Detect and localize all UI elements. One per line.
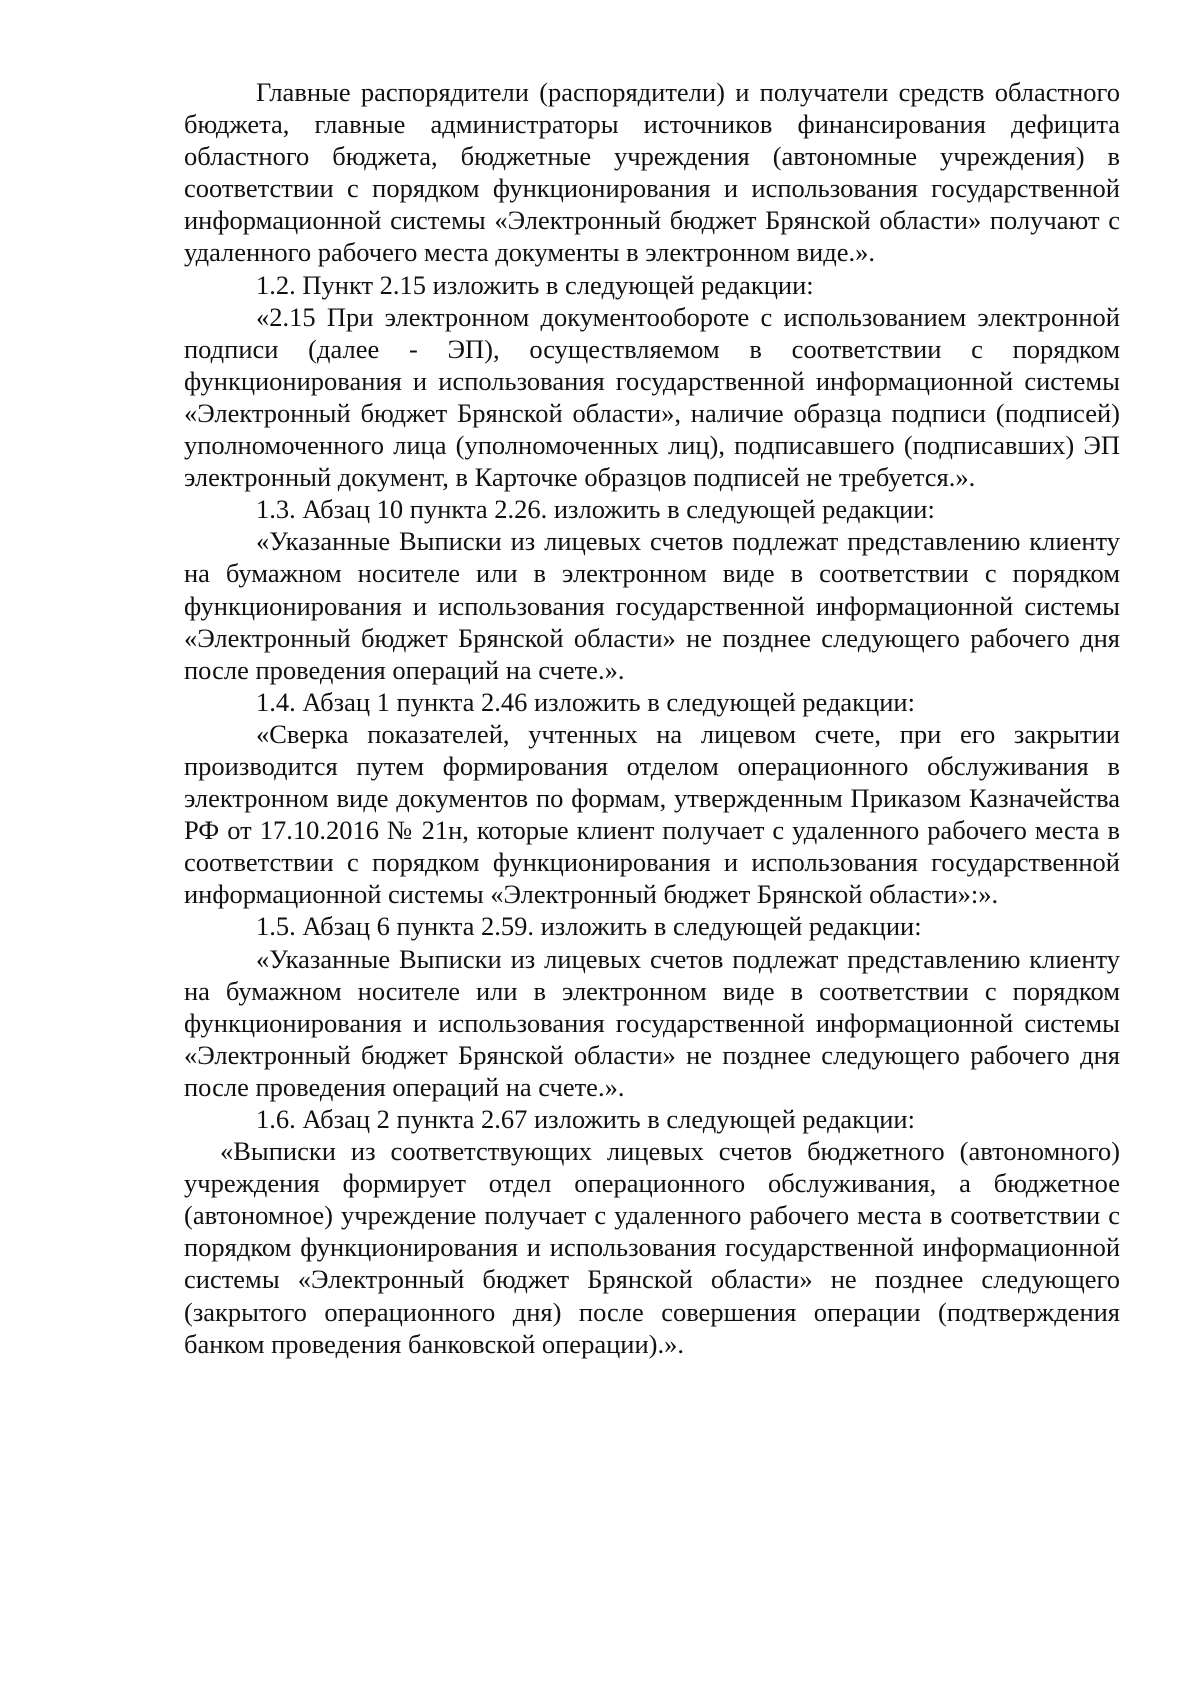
paragraph-item-1-2-heading: 1.2. Пункт 2.15 изложить в следующей редакции: xyxy=(256,269,814,300)
paragraph-item-1-5-heading: 1.5. Абзац 6 пункта 2.59. изложить в следующей редакции: xyxy=(256,911,922,942)
paragraph-item-1-3-heading: 1.3. Абзац 10 пункта 2.26. изложить в следующей редакции: xyxy=(256,494,935,525)
paragraph-item-1-6-heading: 1.6. Абзац 2 пункта 2.67 изложить в следующей редакции: xyxy=(256,1104,915,1134)
paragraph-item-1-4-heading: 1.4. Абзац 1 пункта 2.46 изложить в следующей редакции: xyxy=(256,686,915,717)
paragraph-item-2-67-text: «Выписки из соответствующих лицевых счетов бюджетного (автономного) учреждения формирует отдел операционного обслуживания, а бюджетное (автономное) учреждение получает с удаленного рабочего места в соответствии с порядком функционирования и использования государственной информационной системы «Электронный бюджет Брянской области» не позднее следующего (закрытого операционного дня) после совершения операции (подтверждения банком проведения банковской операции).». xyxy=(184,1136,1120,1359)
paragraph-item-2-46-text: «Сверка показателей, учтенных на лицевом счете, при его закрытии производится путем формирования отделом операционного обслуживания в электронном виде документов по формам, утвержденным Приказом Казначейства РФ от 17.10.2016 № 21н, которые клиент получает с удаленного рабочего места в соответствии с порядком функционирования и использования государственной информационной системы «Электронный бюджет Брянской области»:». xyxy=(184,718,1120,910)
paragraph-recipients-electronic-docs: Главные распорядители (распорядители) и получатели средств областного бюджета, главные администраторы источников финансирования дефицита областного бюджета, бюджетные учреждения (автономные учреждения) в соответствии с порядком функционирования и использования государственной информационной системы «Электронный бюджет Брянской области» получают с удаленного рабочего места документы в электронном виде.». xyxy=(184,77,1120,268)
document-body xyxy=(184,76,1120,1360)
paragraph-item-2-26-text: «Указанные Выписки из лицевых счетов подлежат представлению клиенту на бумажном носителе или в электронном виде в соответствии с порядком функционирования и использования государственной информационной системы «Электронный бюджет Брянской области» не позднее следующего рабочего дня после проведения операций на счете.». xyxy=(184,526,1120,685)
paragraph-item-2-59-text: «Указанные Выписки из лицевых счетов подлежат представлению клиенту на бумажном носителе или в электронном виде в соответствии с порядком функционирования и использования государственной информационной системы «Электронный бюджет Брянской области» не позднее следующего рабочего дня после проведения операций на счете.». xyxy=(184,943,1120,1102)
paragraph-item-2-15-text: «2.15 При электронном документообороте с использованием электронной подписи (далее - ЭП), осуществляемом в соответствии с порядком функционирования и использования государственной информационной системы «Электронный бюджет Брянской области», наличие образца подписи (подписей) уполномоченного лица (уполномоченных лиц), подписавшего (подписавших) ЭП электронный документ, в Карточке образцов подписей не требуется.». xyxy=(184,301,1120,493)
